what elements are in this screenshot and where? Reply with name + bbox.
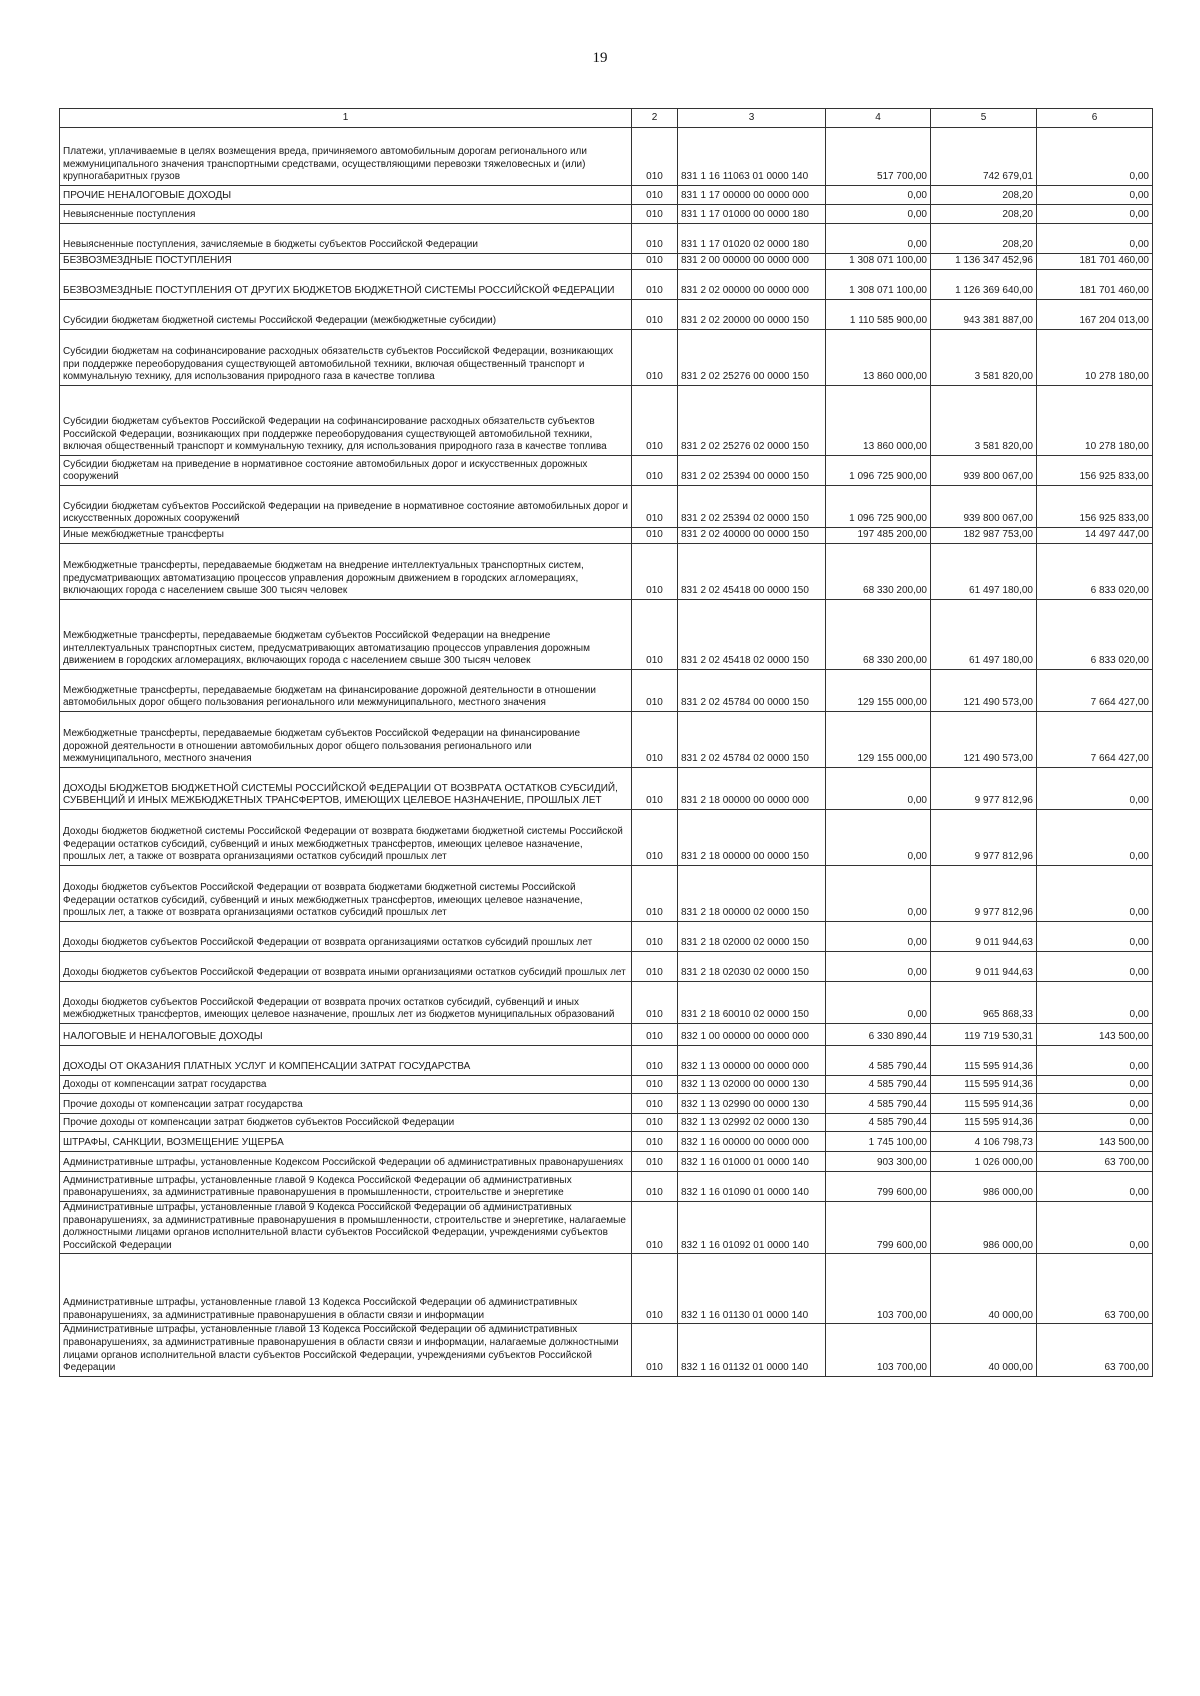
cell-admin: 010 [632,300,678,330]
cell-diff: 0,00 [1037,1114,1153,1132]
cell-fact: 742 679,01 [931,128,1037,186]
cell-admin: 010 [632,1046,678,1076]
cell-diff: 63 700,00 [1037,1324,1153,1376]
cell-name: Субсидии бюджетам бюджетной системы Российской Федерации (межбюджетные субсидии) [60,300,632,330]
cell-diff: 63 700,00 [1037,1152,1153,1172]
cell-fact: 1 136 347 452,96 [931,254,1037,270]
cell-admin: 010 [632,922,678,952]
cell-plan: 6 330 890,44 [826,1024,931,1046]
cell-plan: 103 700,00 [826,1254,931,1324]
table-row [60,1152,1153,1172]
cell-plan: 4 585 790,44 [826,1094,931,1114]
cell-fact: 939 800 067,00 [931,456,1037,486]
cell-name: Административные штрафы, установленные главой 13 Кодекса Российской Федерации об административных правонарушениях, за административные правонарушения в области связи и информации [60,1254,632,1324]
table-row [60,1076,1153,1094]
cell-name: Прочие доходы от компенсации затрат бюджетов субъектов Российской Федерации [60,1114,632,1132]
table-row [60,982,1153,1024]
cell-diff: 167 204 013,00 [1037,300,1153,330]
cell-diff: 10 278 180,00 [1037,386,1153,456]
cell-diff: 63 700,00 [1037,1254,1153,1324]
cell-kbk: 832 1 13 00000 00 0000 000 [678,1046,826,1076]
col-header-5: 5 [931,109,1037,128]
cell-fact: 986 000,00 [931,1172,1037,1202]
cell-fact: 9 977 812,96 [931,866,1037,922]
cell-fact: 61 497 180,00 [931,600,1037,670]
cell-fact: 939 800 067,00 [931,486,1037,528]
col-header-6: 6 [1037,109,1153,128]
cell-name: БЕЗВОЗМЕЗДНЫЕ ПОСТУПЛЕНИЯ ОТ ДРУГИХ БЮДЖЕТОВ БЮДЖЕТНОЙ СИСТЕМЫ РОССИЙСКОЙ ФЕДЕРАЦИИ [60,270,632,300]
cell-diff: 0,00 [1037,952,1153,982]
cell-diff: 0,00 [1037,810,1153,866]
cell-kbk: 831 1 17 01020 02 0000 180 [678,224,826,254]
cell-admin: 010 [632,330,678,386]
cell-plan: 197 485 200,00 [826,528,931,544]
cell-plan: 0,00 [826,922,931,952]
col-header-4: 4 [826,109,931,128]
cell-plan: 903 300,00 [826,1152,931,1172]
cell-admin: 010 [632,270,678,300]
cell-name: Административные штрафы, установленные главой 9 Кодекса Российской Федерации об административных правонарушениях, за административные правонарушения в промышленности, строительстве и энергетике [60,1172,632,1202]
cell-fact: 115 595 914,36 [931,1094,1037,1114]
cell-admin: 010 [632,810,678,866]
cell-diff: 0,00 [1037,128,1153,186]
cell-plan: 4 585 790,44 [826,1076,931,1094]
cell-name: Доходы бюджетов субъектов Российской Федерации от возврата прочих остатков субсидий, субвенций и иных межбюджетных трансфертов, имеющих целевое назначение, прошлых лет из бюджетов муниципальных образований [60,982,632,1024]
cell-fact: 3 581 820,00 [931,386,1037,456]
cell-fact: 943 381 887,00 [931,300,1037,330]
cell-plan: 129 155 000,00 [826,712,931,768]
cell-kbk: 831 2 02 25394 02 0000 150 [678,486,826,528]
cell-kbk: 832 1 13 02000 00 0000 130 [678,1076,826,1094]
cell-fact: 9 011 944,63 [931,922,1037,952]
table-row [60,544,1153,600]
cell-name: Административные штрафы, установленные главой 13 Кодекса Российской Федерации об административных правонарушениях, за административные правонарушения в области связи и информации, налагаемые должностными лицами органов исполнительной власти субъектов Российской Федерации, учреждениями субъектов Российской Федерации [60,1324,632,1376]
cell-name: Субсидии бюджетам субъектов Российской Федерации на софинансирование расходных обязательств субъектов Российской Федерации, возникающих при поддержке переоборудования существующей автомобильной техники, включая общественный транспорт и коммунальную технику, для использования природного газа в качестве топлива [60,386,632,456]
cell-fact: 40 000,00 [931,1254,1037,1324]
cell-admin: 010 [632,1094,678,1114]
cell-plan: 0,00 [826,186,931,205]
table-row [60,600,1153,670]
table-row [60,205,1153,224]
cell-kbk: 831 2 02 45784 02 0000 150 [678,712,826,768]
table-row [60,224,1153,254]
cell-admin: 010 [632,1076,678,1094]
cell-diff: 0,00 [1037,768,1153,810]
cell-name: Прочие доходы от компенсации затрат государства [60,1094,632,1114]
cell-admin: 010 [632,866,678,922]
cell-diff: 0,00 [1037,1094,1153,1114]
cell-name: ШТРАФЫ, САНКЦИИ, ВОЗМЕЩЕНИЕ УЩЕРБА [60,1132,632,1152]
cell-plan: 1 096 725 900,00 [826,486,931,528]
cell-kbk: 832 1 13 02990 00 0000 130 [678,1094,826,1114]
cell-kbk: 831 2 18 60010 02 0000 150 [678,982,826,1024]
cell-name: Межбюджетные трансферты, передаваемые бюджетам на финансирование дорожной деятельности в отношении автомобильных дорог общего пользования регионального или межмуниципального, местного значения [60,670,632,712]
table-row [60,528,1153,544]
cell-kbk: 831 2 02 00000 00 0000 000 [678,270,826,300]
cell-name: Межбюджетные трансферты, передаваемые бюджетам субъектов Российской Федерации на внедрение интеллектуальных транспортных систем, предусматривающих автоматизацию процессов управления дорожным движением в городских агломерациях, включающих города с населением свыше 300 тысяч человек [60,600,632,670]
table-row [60,128,1153,186]
table-row [60,670,1153,712]
cell-kbk: 831 2 02 25276 00 0000 150 [678,330,826,386]
cell-plan: 799 600,00 [826,1172,931,1202]
cell-admin: 010 [632,486,678,528]
cell-fact: 4 106 798,73 [931,1132,1037,1152]
cell-admin: 010 [632,768,678,810]
cell-admin: 010 [632,224,678,254]
cell-kbk: 831 2 18 02030 02 0000 150 [678,952,826,982]
table-row [60,1324,1153,1376]
cell-fact: 115 595 914,36 [931,1114,1037,1132]
cell-diff: 0,00 [1037,1172,1153,1202]
cell-admin: 010 [632,186,678,205]
cell-diff: 0,00 [1037,866,1153,922]
cell-plan: 0,00 [826,866,931,922]
cell-kbk: 831 2 02 25394 00 0000 150 [678,456,826,486]
cell-name: Доходы бюджетов субъектов Российской Федерации от возврата организациями остатков субсидий прошлых лет [60,922,632,952]
cell-fact: 61 497 180,00 [931,544,1037,600]
table-header-row [60,109,1153,128]
cell-fact: 119 719 530,31 [931,1024,1037,1046]
cell-admin: 010 [632,952,678,982]
cell-name: Субсидии бюджетам на приведение в нормативное состояние автомобильных дорог и искусственных дорожных сооружений [60,456,632,486]
cell-plan: 0,00 [826,810,931,866]
cell-diff: 6 833 020,00 [1037,544,1153,600]
cell-fact: 9 977 812,96 [931,810,1037,866]
table-row [60,1024,1153,1046]
cell-plan: 68 330 200,00 [826,544,931,600]
cell-name: Доходы от компенсации затрат государства [60,1076,632,1094]
table-row [60,1046,1153,1076]
cell-diff: 10 278 180,00 [1037,330,1153,386]
cell-fact: 965 868,33 [931,982,1037,1024]
cell-diff: 7 664 427,00 [1037,670,1153,712]
cell-admin: 010 [632,544,678,600]
cell-kbk: 832 1 16 01090 01 0000 140 [678,1172,826,1202]
cell-kbk: 832 1 16 01000 01 0000 140 [678,1152,826,1172]
table-row [60,1254,1153,1324]
cell-kbk: 831 2 00 00000 00 0000 000 [678,254,826,270]
cell-plan: 0,00 [826,768,931,810]
cell-name: Административные штрафы, установленные главой 9 Кодекса Российской Федерации об административных правонарушениях, за административные правонарушения в промышленности, строительстве и энергетике, налагаемые должностными лицами органов исполнительной власти субъектов Российской Федерации, учреждениями субъектов Российской Федерации [60,1202,632,1254]
cell-plan: 0,00 [826,224,931,254]
table-row [60,270,1153,300]
cell-fact: 115 595 914,36 [931,1046,1037,1076]
cell-name: ДОХОДЫ ОТ ОКАЗАНИЯ ПЛАТНЫХ УСЛУГ И КОМПЕНСАЦИИ ЗАТРАТ ГОСУДАРСТВА [60,1046,632,1076]
cell-name: БЕЗВОЗМЕЗДНЫЕ ПОСТУПЛЕНИЯ [60,254,632,270]
cell-name: Невыясненные поступления [60,205,632,224]
col-header-3: 3 [678,109,826,128]
table-row [60,768,1153,810]
cell-kbk: 831 2 18 00000 02 0000 150 [678,866,826,922]
cell-diff: 7 664 427,00 [1037,712,1153,768]
table-row [60,186,1153,205]
table-row [60,330,1153,386]
cell-diff: 14 497 447,00 [1037,528,1153,544]
cell-diff: 0,00 [1037,982,1153,1024]
cell-admin: 010 [632,205,678,224]
cell-name: Административные штрафы, установленные Кодексом Российской Федерации об административных правонарушениях [60,1152,632,1172]
table-row [60,300,1153,330]
col-header-1: 1 [60,109,632,128]
cell-kbk: 832 1 16 01092 01 0000 140 [678,1202,826,1254]
cell-plan: 0,00 [826,205,931,224]
cell-fact: 208,20 [931,205,1037,224]
cell-plan: 103 700,00 [826,1324,931,1376]
cell-fact: 121 490 573,00 [931,670,1037,712]
cell-name: Невыясненные поступления, зачисляемые в бюджеты субъектов Российской Федерации [60,224,632,254]
cell-admin: 010 [632,1202,678,1254]
table-row [60,1202,1153,1254]
cell-plan: 68 330 200,00 [826,600,931,670]
cell-plan: 4 585 790,44 [826,1114,931,1132]
cell-plan: 13 860 000,00 [826,330,931,386]
cell-fact: 182 987 753,00 [931,528,1037,544]
cell-kbk: 831 1 16 11063 01 0000 140 [678,128,826,186]
cell-plan: 1 110 585 900,00 [826,300,931,330]
cell-kbk: 832 1 16 01130 01 0000 140 [678,1254,826,1324]
table-row [60,952,1153,982]
cell-plan: 799 600,00 [826,1202,931,1254]
cell-diff: 156 925 833,00 [1037,456,1153,486]
cell-plan: 1 308 071 100,00 [826,270,931,300]
cell-diff: 181 701 460,00 [1037,270,1153,300]
cell-diff: 0,00 [1037,186,1153,205]
cell-kbk: 831 1 17 00000 00 0000 000 [678,186,826,205]
cell-admin: 010 [632,982,678,1024]
revenue-table [59,108,1153,1377]
cell-diff: 156 925 833,00 [1037,486,1153,528]
cell-name: Доходы бюджетов бюджетной системы Российской Федерации от возврата бюджетами бюджетной системы Российской Федерации остатков субсидий, субвенций и иных межбюджетных трансфертов, имеющих целевое назначение, прошлых лет, а также от возврата организациями остатков субсидий прошлых лет [60,810,632,866]
cell-admin: 010 [632,1324,678,1376]
cell-kbk: 831 2 02 45418 02 0000 150 [678,600,826,670]
cell-kbk: 832 1 00 00000 00 0000 000 [678,1024,826,1046]
cell-name: НАЛОГОВЫЕ И НЕНАЛОГОВЫЕ ДОХОДЫ [60,1024,632,1046]
cell-kbk: 831 2 18 02000 02 0000 150 [678,922,826,952]
cell-plan: 1 096 725 900,00 [826,456,931,486]
cell-kbk: 831 1 17 01000 00 0000 180 [678,205,826,224]
cell-kbk: 832 1 16 01132 01 0000 140 [678,1324,826,1376]
cell-plan: 0,00 [826,982,931,1024]
cell-diff: 0,00 [1037,205,1153,224]
cell-fact: 1 126 369 640,00 [931,270,1037,300]
cell-admin: 010 [632,670,678,712]
table-row [60,810,1153,866]
cell-diff: 6 833 020,00 [1037,600,1153,670]
cell-name: Субсидии бюджетам на софинансирование расходных обязательств субъектов Российской Федерации, возникающих при поддержке переоборудования существующей автомобильной техники, включая общественный транспорт и коммунальную технику, для использования природного газа в качестве топлива [60,330,632,386]
cell-plan: 1 308 071 100,00 [826,254,931,270]
cell-fact: 121 490 573,00 [931,712,1037,768]
cell-kbk: 832 1 13 02992 02 0000 130 [678,1114,826,1132]
cell-name: Доходы бюджетов субъектов Российской Федерации от возврата иными организациями остатков субсидий прошлых лет [60,952,632,982]
cell-diff: 143 500,00 [1037,1024,1153,1046]
cell-kbk: 831 2 02 25276 02 0000 150 [678,386,826,456]
table-row [60,254,1153,270]
table-row [60,1094,1153,1114]
table-row [60,386,1153,456]
cell-fact: 1 026 000,00 [931,1152,1037,1172]
cell-name: Субсидии бюджетам субъектов Российской Федерации на приведение в нормативное состояние автомобильных дорог и искусственных дорожных сооружений [60,486,632,528]
cell-kbk: 831 2 02 40000 00 0000 150 [678,528,826,544]
cell-admin: 010 [632,600,678,670]
cell-kbk: 831 2 02 20000 00 0000 150 [678,300,826,330]
cell-diff: 0,00 [1037,1046,1153,1076]
cell-fact: 9 011 944,63 [931,952,1037,982]
cell-diff: 0,00 [1037,1076,1153,1094]
table-row [60,1132,1153,1152]
cell-plan: 13 860 000,00 [826,386,931,456]
cell-fact: 115 595 914,36 [931,1076,1037,1094]
cell-admin: 010 [632,456,678,486]
table-row [60,866,1153,922]
cell-name: Доходы бюджетов субъектов Российской Федерации от возврата бюджетами бюджетной системы Российской Федерации остатков субсидий, субвенций и иных межбюджетных трансфертов, имеющих целевое назначение, прошлых лет, а также от возврата организациями остатков субсидий прошлых лет [60,866,632,922]
cell-name: Межбюджетные трансферты, передаваемые бюджетам субъектов Российской Федерации на финансирование дорожной деятельности в отношении автомобильных дорог общего пользования регионального или межмуниципального, местного значения [60,712,632,768]
cell-admin: 010 [632,1152,678,1172]
table-row [60,1114,1153,1132]
cell-kbk: 831 2 02 45784 00 0000 150 [678,670,826,712]
cell-name: Межбюджетные трансферты, передаваемые бюджетам на внедрение интеллектуальных транспортных систем, предусматривающих автоматизацию процессов управления дорожным движением в городских агломерациях, включающих города с населением свыше 300 тысяч человек [60,544,632,600]
cell-admin: 010 [632,386,678,456]
cell-plan: 517 700,00 [826,128,931,186]
cell-plan: 0,00 [826,952,931,982]
cell-kbk: 831 2 02 45418 00 0000 150 [678,544,826,600]
cell-plan: 129 155 000,00 [826,670,931,712]
table-row [60,486,1153,528]
cell-admin: 010 [632,128,678,186]
cell-name: ПРОЧИЕ НЕНАЛОГОВЫЕ ДОХОДЫ [60,186,632,205]
cell-admin: 010 [632,712,678,768]
cell-diff: 0,00 [1037,1202,1153,1254]
table-row [60,922,1153,952]
cell-fact: 9 977 812,96 [931,768,1037,810]
cell-fact: 3 581 820,00 [931,330,1037,386]
cell-plan: 1 745 100,00 [826,1132,931,1152]
cell-fact: 208,20 [931,186,1037,205]
cell-admin: 010 [632,1132,678,1152]
cell-admin: 010 [632,528,678,544]
cell-diff: 181 701 460,00 [1037,254,1153,270]
cell-kbk: 831 2 18 00000 00 0000 150 [678,810,826,866]
table-row [60,712,1153,768]
table-row [60,1172,1153,1202]
cell-kbk: 832 1 16 00000 00 0000 000 [678,1132,826,1152]
cell-fact: 986 000,00 [931,1202,1037,1254]
cell-fact: 40 000,00 [931,1324,1037,1376]
cell-diff: 143 500,00 [1037,1132,1153,1152]
cell-admin: 010 [632,1254,678,1324]
cell-admin: 010 [632,1172,678,1202]
cell-plan: 4 585 790,44 [826,1046,931,1076]
page-number: 19 [592,50,608,66]
table-row [60,456,1153,486]
cell-fact: 208,20 [931,224,1037,254]
col-header-2: 2 [632,109,678,128]
cell-name: Иные межбюджетные трансферты [60,528,632,544]
cell-admin: 010 [632,1024,678,1046]
cell-diff: 0,00 [1037,224,1153,254]
cell-admin: 010 [632,1114,678,1132]
cell-name: Платежи, уплачиваемые в целях возмещения вреда, причиняемого автомобильным дорогам регионального или межмуниципального значения транспортными средствами, осуществляющими перевозки тяжеловесных и (или) крупногабаритных грузов [60,128,632,186]
cell-kbk: 831 2 18 00000 00 0000 000 [678,768,826,810]
cell-admin: 010 [632,254,678,270]
cell-name: ДОХОДЫ БЮДЖЕТОВ БЮДЖЕТНОЙ СИСТЕМЫ РОССИЙСКОЙ ФЕДЕРАЦИИ ОТ ВОЗВРАТА ОСТАТКОВ СУБСИДИЙ, СУБВЕНЦИЙ И ИНЫХ МЕЖБЮДЖЕТНЫХ ТРАНСФЕРТОВ, ИМЕЮЩИХ ЦЕЛЕВОЕ НАЗНАЧЕНИЕ, ПРОШЛЫХ ЛЕТ [60,768,632,810]
cell-diff: 0,00 [1037,922,1153,952]
